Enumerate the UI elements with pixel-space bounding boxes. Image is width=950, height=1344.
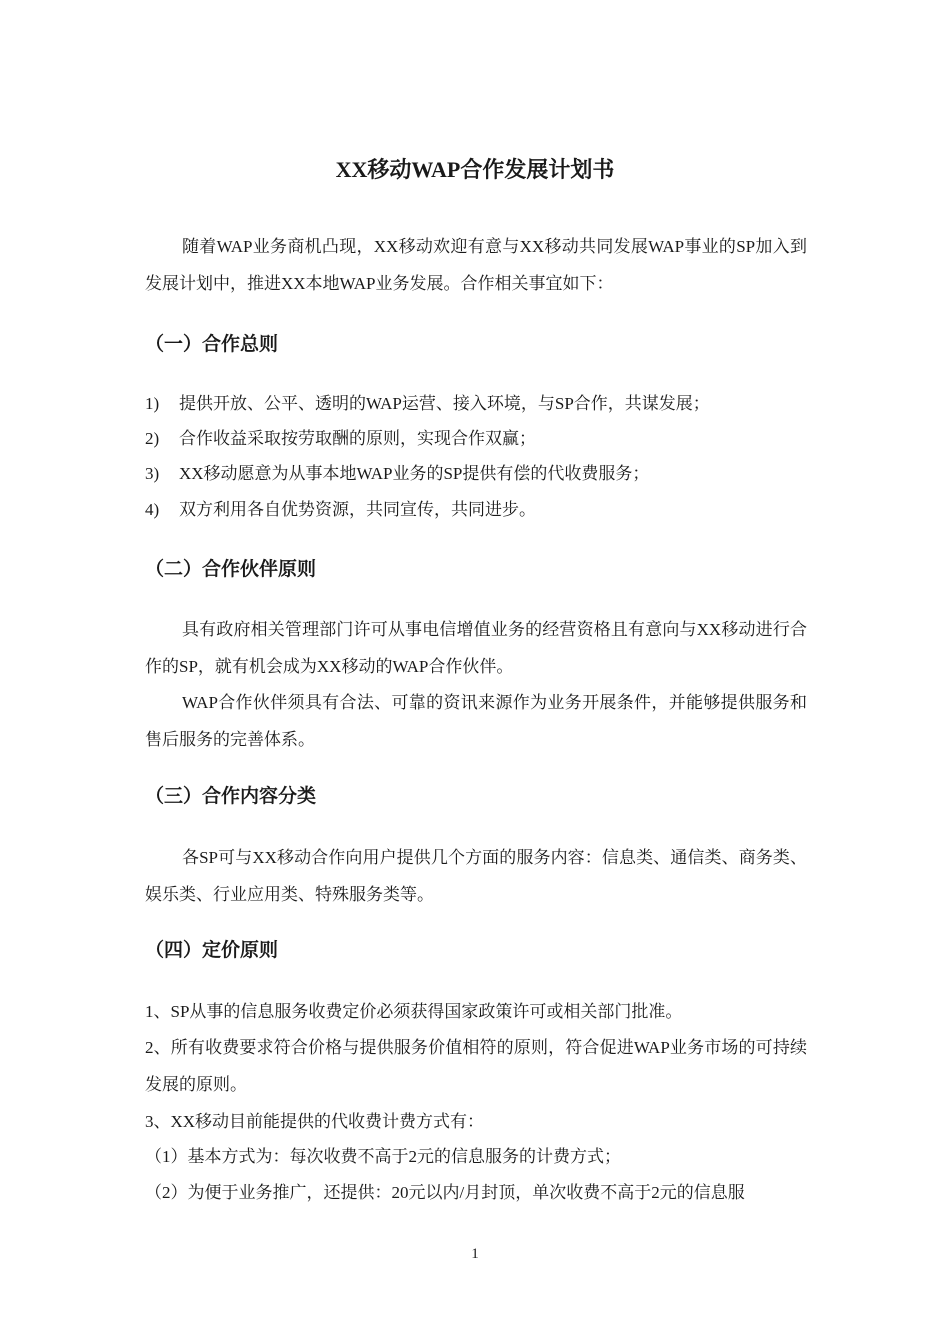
section-heading-general: （一）合作总则 — [145, 333, 279, 355]
list-item-number: 1) — [145, 394, 160, 413]
document-title: XX移动WAP合作发展计划书 — [335, 157, 615, 182]
page-number: 1 — [471, 1246, 479, 1262]
pricing-line: （1）基本方式为：每次收费不高于2元的信息服务的计费方式； — [145, 1147, 621, 1166]
list-item — [145, 388, 807, 420]
list-item-text: 双方利用各自优势资源，共同宣传，共同进步。 — [179, 500, 536, 519]
list-item — [145, 458, 807, 490]
partner-paragraph: 具有政府相关管理部门许可从事电信增值业务的经营资格且有意向与XX移动进行合作的SP，就有机会成为XX移动的WAP合作伙伴。 — [145, 620, 807, 676]
intro-paragraph: 随着WAP业务商机凸现，XX移动欢迎有意与XX移动共同发展WAP事业的SP加入到发展计划中，推进XX本地WAP业务发展。合作相关事宜如下： — [145, 237, 807, 293]
list-item — [145, 494, 807, 526]
list-item-number: 4) — [145, 500, 160, 519]
content-paragraph: 各SP可与XX移动合作向用户提供几个方面的服务内容：信息类、通信类、商务类、娱乐类、行业应用类、特殊服务类等。 — [145, 848, 807, 904]
section-heading-partner: （二）合作伙伴原则 — [145, 558, 317, 580]
partner-paragraph: WAP合作伙伴须具有合法、可靠的资讯来源作为业务开展条件，并能够提供服务和售后服务的完善体系。 — [145, 693, 807, 749]
list-item-text: 提供开放、公平、透明的WAP运营、接入环境，与SP合作，共谋发展； — [179, 394, 710, 413]
pricing-line: 3、XX移动目前能提供的代收费计费方式有： — [145, 1112, 485, 1131]
list-item-number: 2) — [145, 429, 160, 448]
list-item-text: XX移动愿意为从事本地WAP业务的SP提供有偿的代收费服务； — [179, 464, 650, 483]
list-item — [145, 423, 807, 455]
list-item-text: 合作收益采取按劳取酬的原则，实现合作双赢； — [179, 429, 536, 448]
list-item-number: 3) — [145, 464, 160, 483]
section-heading-pricing: （四）定价原则 — [145, 939, 279, 961]
pricing-line: 1、SP从事的信息服务收费定价必须获得国家政策许可或相关部门批准。 — [145, 1002, 683, 1021]
pricing-line: （2）为便于业务推广，还提供：20元以内/月封顶，单次收费不高于2元的信息服 — [145, 1183, 745, 1202]
pricing-line: 2、所有收费要求符合价格与提供服务价值相符的原则，符合促进WAP业务市场的可持续发展的原则。 — [145, 1038, 807, 1094]
section-heading-content: （三）合作内容分类 — [145, 785, 317, 807]
